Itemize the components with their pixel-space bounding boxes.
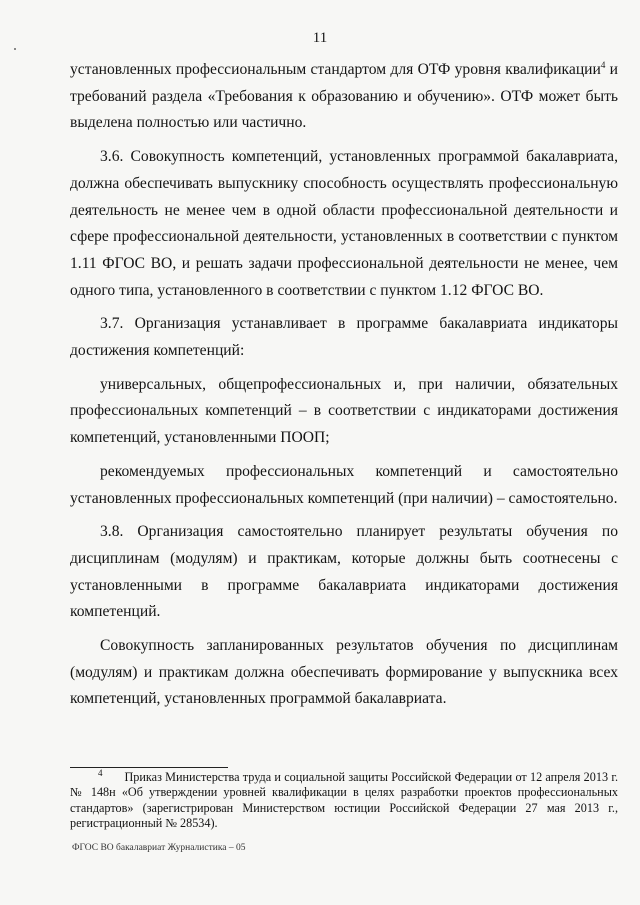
footnote: 4 Приказ Министерства труда и социальной защиты Российской Федерации от 12 апреля 2013 г. № 148н «Об утверждении уровней квалификации в целях разработки проектов профессиональных стандартов» (зарегистрирован Министерством юстиции Российской Федерации 27 мая 2013 г., регистрационный № 28534). xyxy=(70,767,618,830)
paragraph-planned-results: Совокупность запланированных результатов обучения по дисциплинам (модулям) и практикам должна обеспечивать формирование у выпускника всех компетенций, установленных программой бакалавриата. xyxy=(70,637,618,708)
footnote-text: Приказ Министерства труда и социальной защиты Российской Федерации от 12 апреля 2013 г. № 148н «Об утверждении уровней квалификации в целях разработки проектов профессиональных стандартов» (зарегистрирован Министерством юстиции Российской Федерации 27 мая 2013 г., регистрационный № 28534). xyxy=(70,770,618,830)
paragraph-3-8: 3.8. Организация самостоятельно планирует результаты обучения по дисциплинам (модулям) и практикам, которые должны быть соотнесены с установленными в программе бакалавриата индикаторами достижения компетенций. xyxy=(70,523,618,621)
document-body xyxy=(70,57,618,713)
document-footer-label: ФГОС ВО бакалавриат Журналистика – 05 xyxy=(72,843,246,853)
paragraph-3-7: 3.7. Организация устанавливает в программе бакалавриата индикаторы достижения компетенций: xyxy=(70,315,618,360)
scan-speck xyxy=(14,48,16,50)
footnote-separator xyxy=(70,767,228,768)
paragraph-3-6: 3.6. Совокупность компетенций, установленных программой бакалавриата, должна обеспечивать выпускнику способность осуществлять профессиональную деятельность не менее чем в одной области профессиональной деятельности и сфере профессиональной деятельности, установленных в соответствии с пунктом 1.11 ФГОС ВО, и решать задачи профессиональной деятельности не менее, чем одного типа, установленного в соответствии с пунктом 1.12 ФГОС ВО. xyxy=(70,148,618,299)
page-number: 11 xyxy=(312,30,328,46)
paragraph-text-continued: и требований раздела «Требования к образованию и обучению». ОТФ может быть выделена полностью или частично. xyxy=(70,61,618,132)
footnote-reference: 4 xyxy=(600,59,606,70)
paragraph-text: установленных профессиональным стандартом для ОТФ уровня квалификации xyxy=(70,61,601,78)
paragraph-recommended-competencies: рекомендуемых профессиональных компетенций и самостоятельно установленных профессиональных компетенций (при наличии) – самостоятельно. xyxy=(70,462,618,507)
paragraph-universal-competencies: универсальных, общепрофессиональных и, при наличии, обязательных профессиональных компетенций – в соответствии с индикаторами достижения компетенций, установленными ПООП; xyxy=(70,375,618,447)
paragraph-continuation xyxy=(70,57,618,137)
